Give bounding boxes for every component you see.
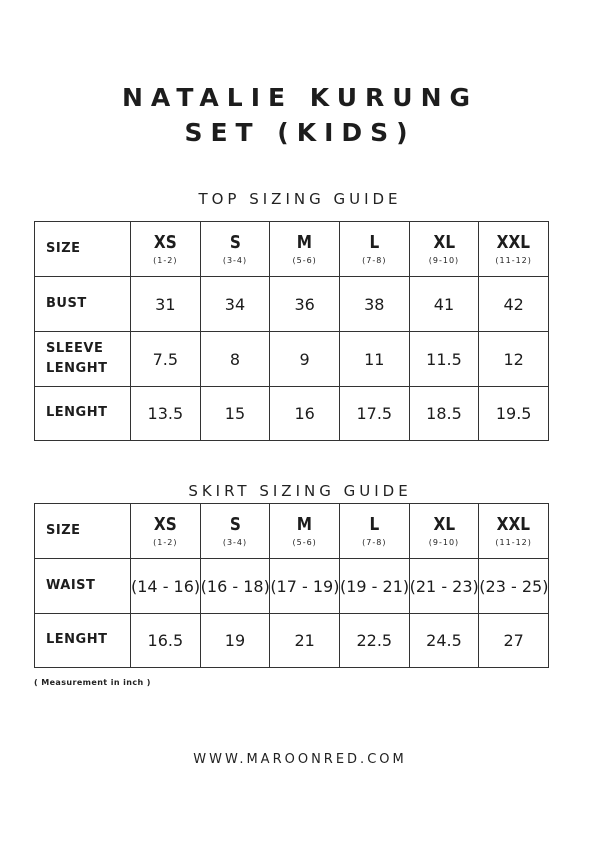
table-cell: 9 — [270, 332, 340, 387]
size-age: (5-6) — [292, 255, 317, 265]
table-header-row — [35, 222, 549, 277]
size-age: (3-4) — [222, 255, 248, 265]
table-cell: 16.5 — [131, 614, 201, 668]
size-age: (11-12) — [495, 255, 532, 265]
size-code: M — [297, 232, 313, 254]
table-cell: (19 - 21) — [339, 559, 409, 614]
size-code: XS — [153, 232, 177, 254]
size-column-xxl — [479, 504, 549, 559]
table-cell: (16 - 18) — [200, 559, 270, 614]
size-header-label: SIZE — [35, 504, 131, 559]
table-cell: 42 — [479, 277, 549, 332]
table-cell: 11 — [339, 332, 409, 387]
table-cell: 7.5 — [131, 332, 201, 387]
size-column-m — [270, 222, 340, 277]
table-cell: (17 - 19) — [270, 559, 340, 614]
size-column-xl — [409, 222, 479, 277]
page-title-line-1: NATALIE KURUNG — [121, 83, 479, 112]
table-cell: (14 - 16) — [131, 559, 201, 614]
size-column-xxl — [479, 222, 549, 277]
table-header-row — [35, 504, 549, 559]
table-row-waist — [35, 559, 549, 614]
table-cell: 31 — [131, 277, 201, 332]
table-cell: 19 — [200, 614, 270, 668]
table-cell: 16 — [270, 387, 340, 441]
size-column-l — [339, 222, 409, 277]
table-row-bust — [35, 277, 549, 332]
size-header-label: SIZE — [35, 222, 131, 277]
row-label: WAIST — [35, 559, 131, 614]
size-column-xs — [131, 222, 201, 277]
size-column-s — [200, 222, 270, 277]
size-age: (9-10) — [428, 255, 460, 265]
top-sizing-table — [34, 221, 549, 441]
size-age: (3-4) — [222, 537, 248, 547]
size-code: L — [369, 232, 380, 254]
size-code: M — [297, 514, 313, 536]
skirt-guide-title: SKIRT SIZING GUIDE — [188, 482, 412, 500]
size-column-s — [200, 504, 270, 559]
size-code: XS — [153, 514, 177, 536]
table-cell: 15 — [200, 387, 270, 441]
table-cell: 13.5 — [131, 387, 201, 441]
row-label: LENGHT — [35, 387, 131, 441]
table-cell: 36 — [270, 277, 340, 332]
table-cell: 38 — [339, 277, 409, 332]
table-row-length — [35, 387, 549, 441]
size-age: (9-10) — [428, 537, 460, 547]
table-cell: 19.5 — [479, 387, 549, 441]
table-cell: 11.5 — [409, 332, 479, 387]
website-link[interactable]: WWW.MAROONRED.COM — [193, 752, 407, 767]
table-cell: 18.5 — [409, 387, 479, 441]
table-cell: (21 - 23) — [409, 559, 479, 614]
measurement-note: ( Measurement in inch ) — [34, 678, 151, 687]
page-title-line-2: SET (KIDS) — [184, 118, 416, 147]
size-age: (5-6) — [292, 537, 317, 547]
size-age: (11-12) — [495, 537, 532, 547]
size-code: XL — [433, 514, 455, 536]
size-age: (7-8) — [362, 255, 387, 265]
size-code: S — [229, 232, 241, 254]
size-code: L — [369, 514, 380, 536]
size-age: (7-8) — [362, 537, 387, 547]
row-label: SLEEVE LENGHT — [35, 332, 131, 387]
table-cell: 22.5 — [339, 614, 409, 668]
size-column-xl — [409, 504, 479, 559]
table-row-length — [35, 614, 549, 668]
size-column-xs — [131, 504, 201, 559]
table-cell: 34 — [200, 277, 270, 332]
table-cell: 41 — [409, 277, 479, 332]
size-code: S — [229, 514, 241, 536]
size-code: XXL — [496, 232, 531, 254]
table-cell: 27 — [479, 614, 549, 668]
size-code: XL — [433, 232, 455, 254]
size-age: (1-2) — [153, 255, 178, 265]
table-cell: 24.5 — [409, 614, 479, 668]
table-cell: 12 — [479, 332, 549, 387]
row-label: LENGHT — [35, 614, 131, 668]
table-cell: 8 — [200, 332, 270, 387]
top-guide-title: TOP SIZING GUIDE — [198, 190, 402, 208]
skirt-sizing-table — [34, 503, 549, 668]
table-cell: 21 — [270, 614, 340, 668]
row-label: BUST — [35, 277, 131, 332]
table-cell: (23 - 25) — [479, 559, 549, 614]
table-cell: 17.5 — [339, 387, 409, 441]
size-code: XXL — [496, 514, 531, 536]
table-row-sleeve-length — [35, 332, 549, 387]
size-column-l — [339, 504, 409, 559]
size-column-m — [270, 504, 340, 559]
size-age: (1-2) — [153, 537, 178, 547]
